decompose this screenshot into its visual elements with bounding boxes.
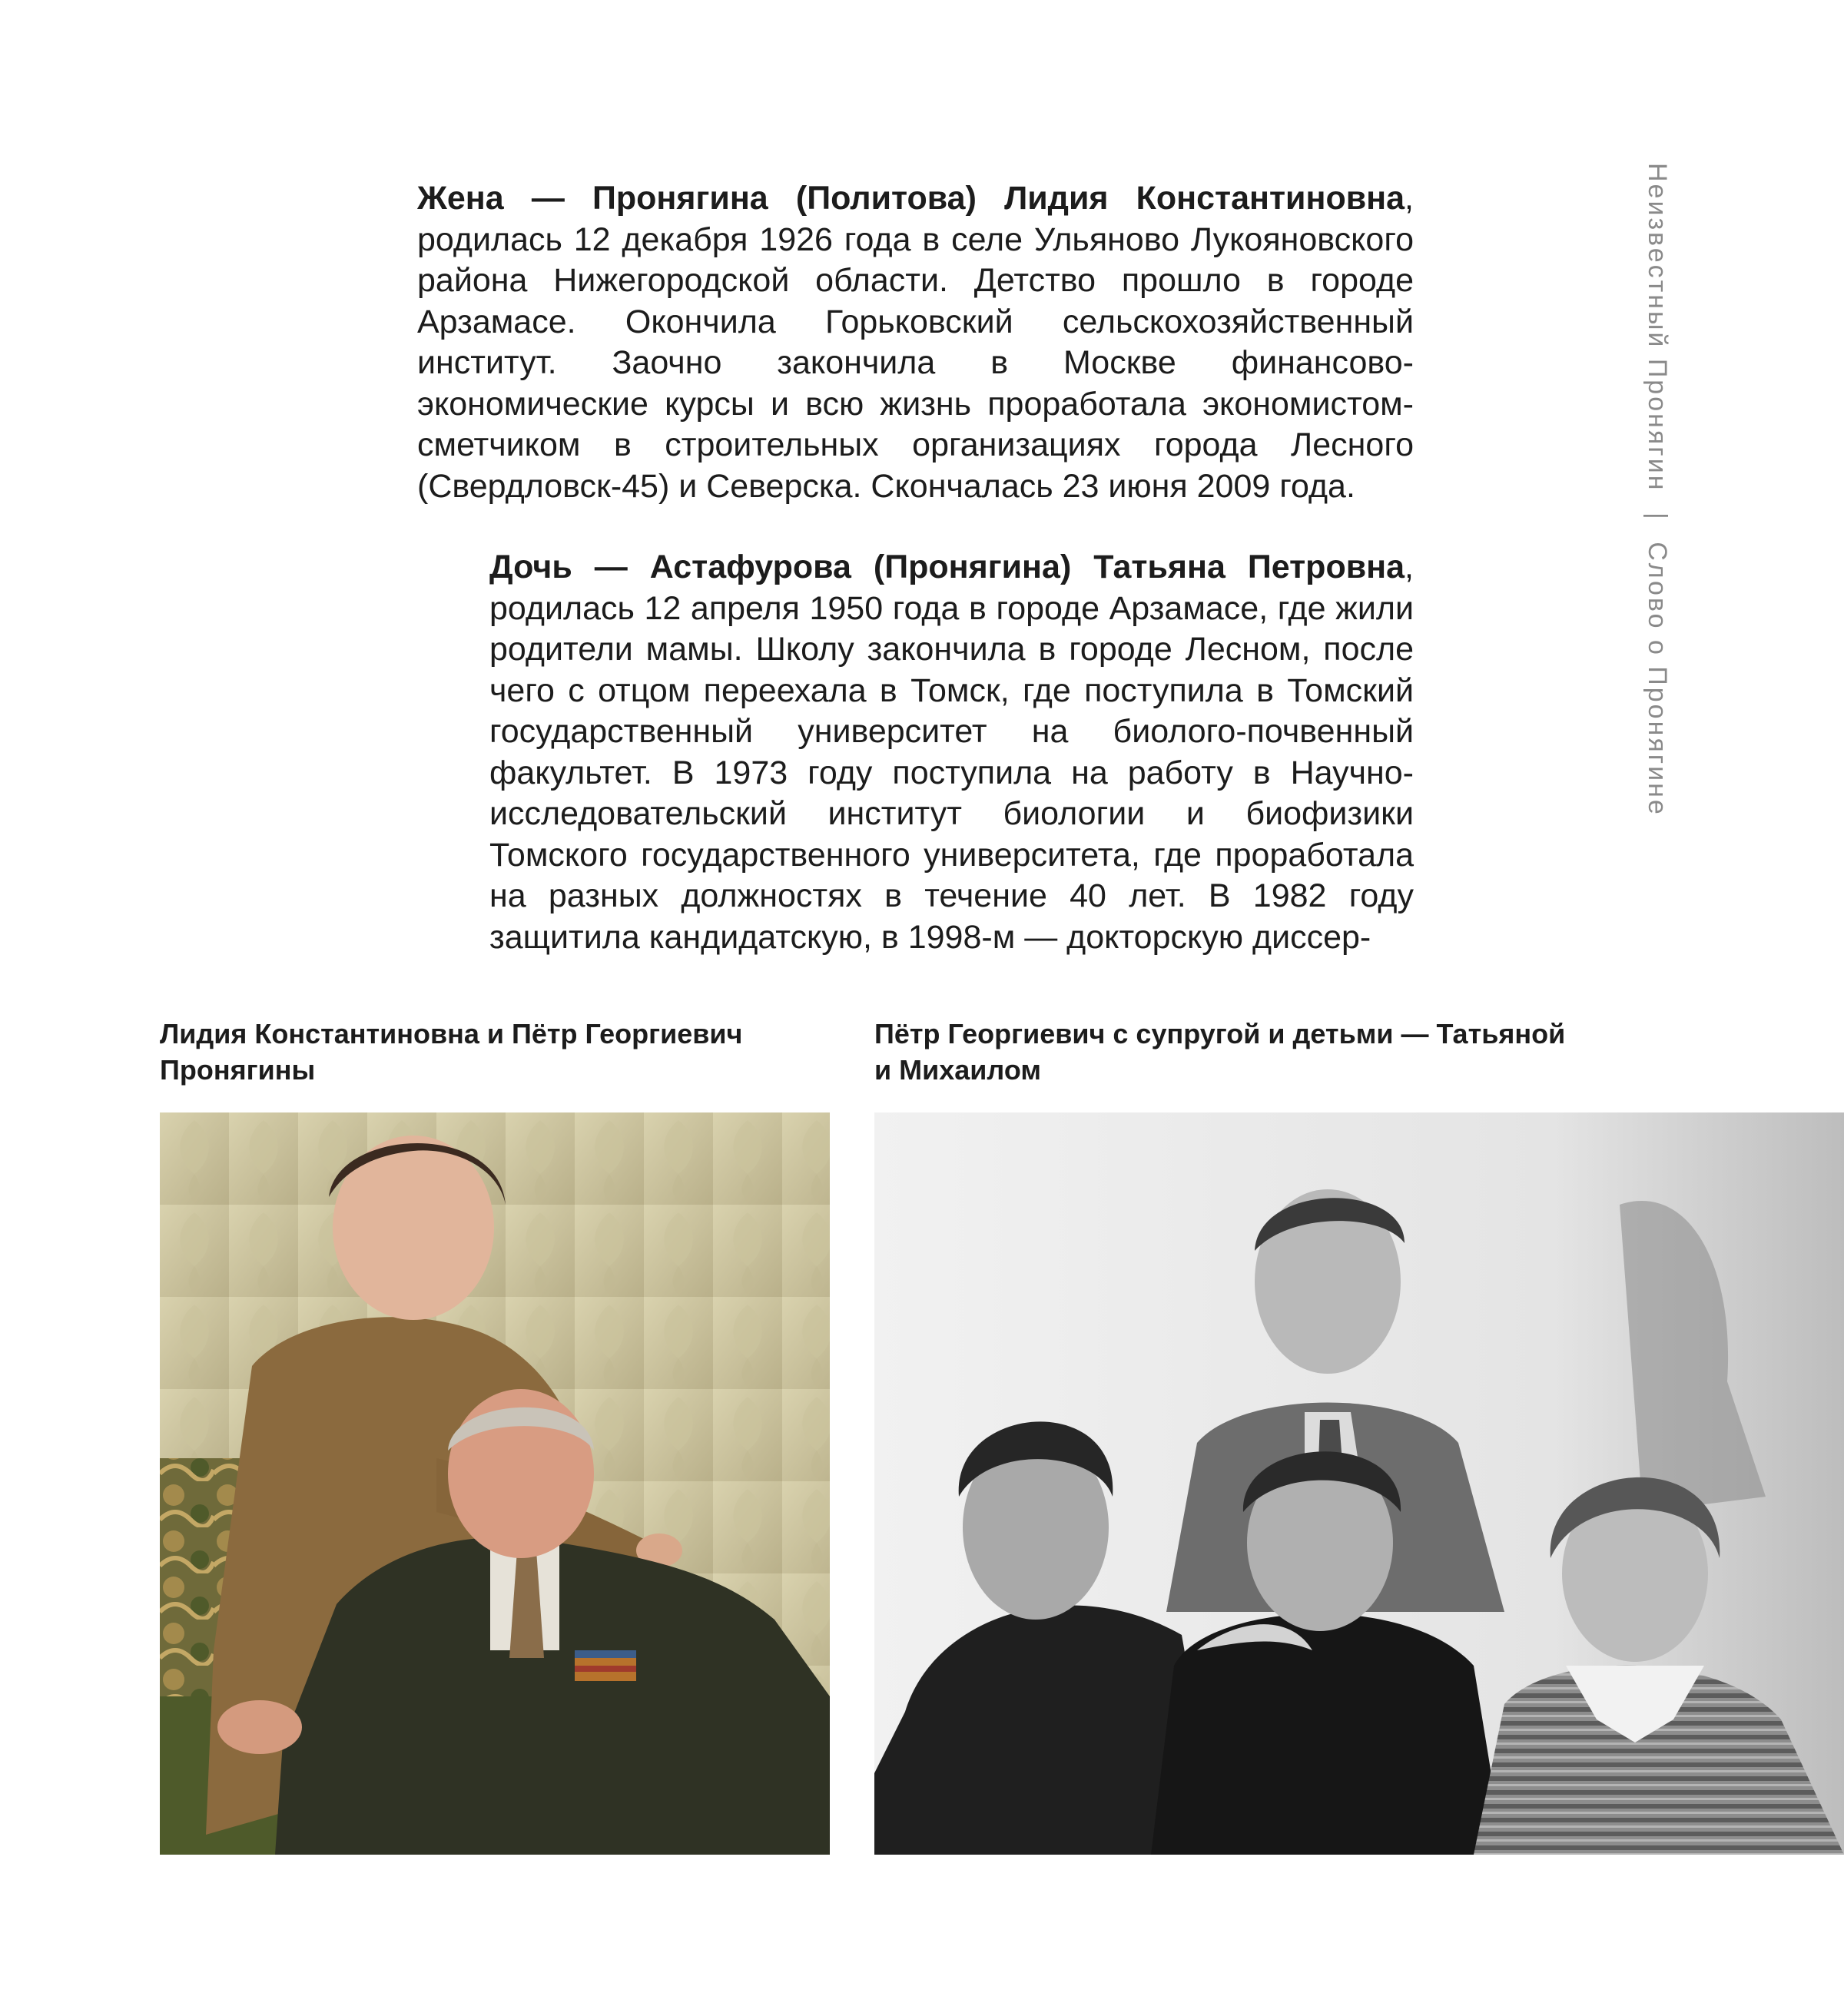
photo-couple bbox=[160, 1112, 830, 1855]
photo-family-image bbox=[874, 1112, 1844, 1855]
daughter-lead: Дочь — Астафурова (Пронягина) Татьяна Петровна bbox=[489, 549, 1405, 585]
running-head-book-title: Неизвестный Пронягин bbox=[1643, 163, 1672, 492]
paragraph-daughter bbox=[489, 547, 1414, 958]
running-head-section-title: Слово о Пронягине bbox=[1643, 542, 1672, 817]
daughter-text: , родилась 12 апреля 1950 года в городе Арзамасе, где жили родители мамы. Школу закончила в городе Лесном, после чего с отцом переехала в Томск, где поступила в Томский государственный университет на биолого-почвенный факультет. В 1973 году поступила на работу в Научно-исследовательский институт биологии и биофизики Томского государственного университета, где проработала на разных должностях в течение 40 лет. В 1982 году защитила кандидатскую, в 1998-м — докторскую диссер- bbox=[489, 549, 1414, 956]
running-head-separator: | bbox=[1643, 512, 1672, 522]
paragraph-wife bbox=[417, 178, 1414, 507]
caption-right: Пётр Георгиевич с супругой и детьми — Татьяной и Михаилом bbox=[874, 1018, 1566, 1086]
caption-left: Лидия Константиновна и Пётр Георгиевич Пронягины bbox=[160, 1018, 743, 1086]
photo-couple-image bbox=[160, 1112, 830, 1855]
wife-text: , родилась 12 декабря 1926 года в селе Ульяново Лукояновского района Нижегородской области. Детство прошло в городе Арзамасе. Окончила Горьковский сельскохозяйственный институт. Заочно закончила в Москве финансово-экономические курсы и всю жизнь проработала экономистом-сметчиком в строительных организациях города Лесного (Свердловск-45) и Северска. Скончалась 23 июня 2009 года. bbox=[417, 180, 1414, 505]
running-head bbox=[1644, 163, 1670, 817]
photo-family bbox=[874, 1112, 1844, 1855]
wife-lead: Жена — Пронягина (Политова) Лидия Константиновна bbox=[417, 180, 1405, 217]
